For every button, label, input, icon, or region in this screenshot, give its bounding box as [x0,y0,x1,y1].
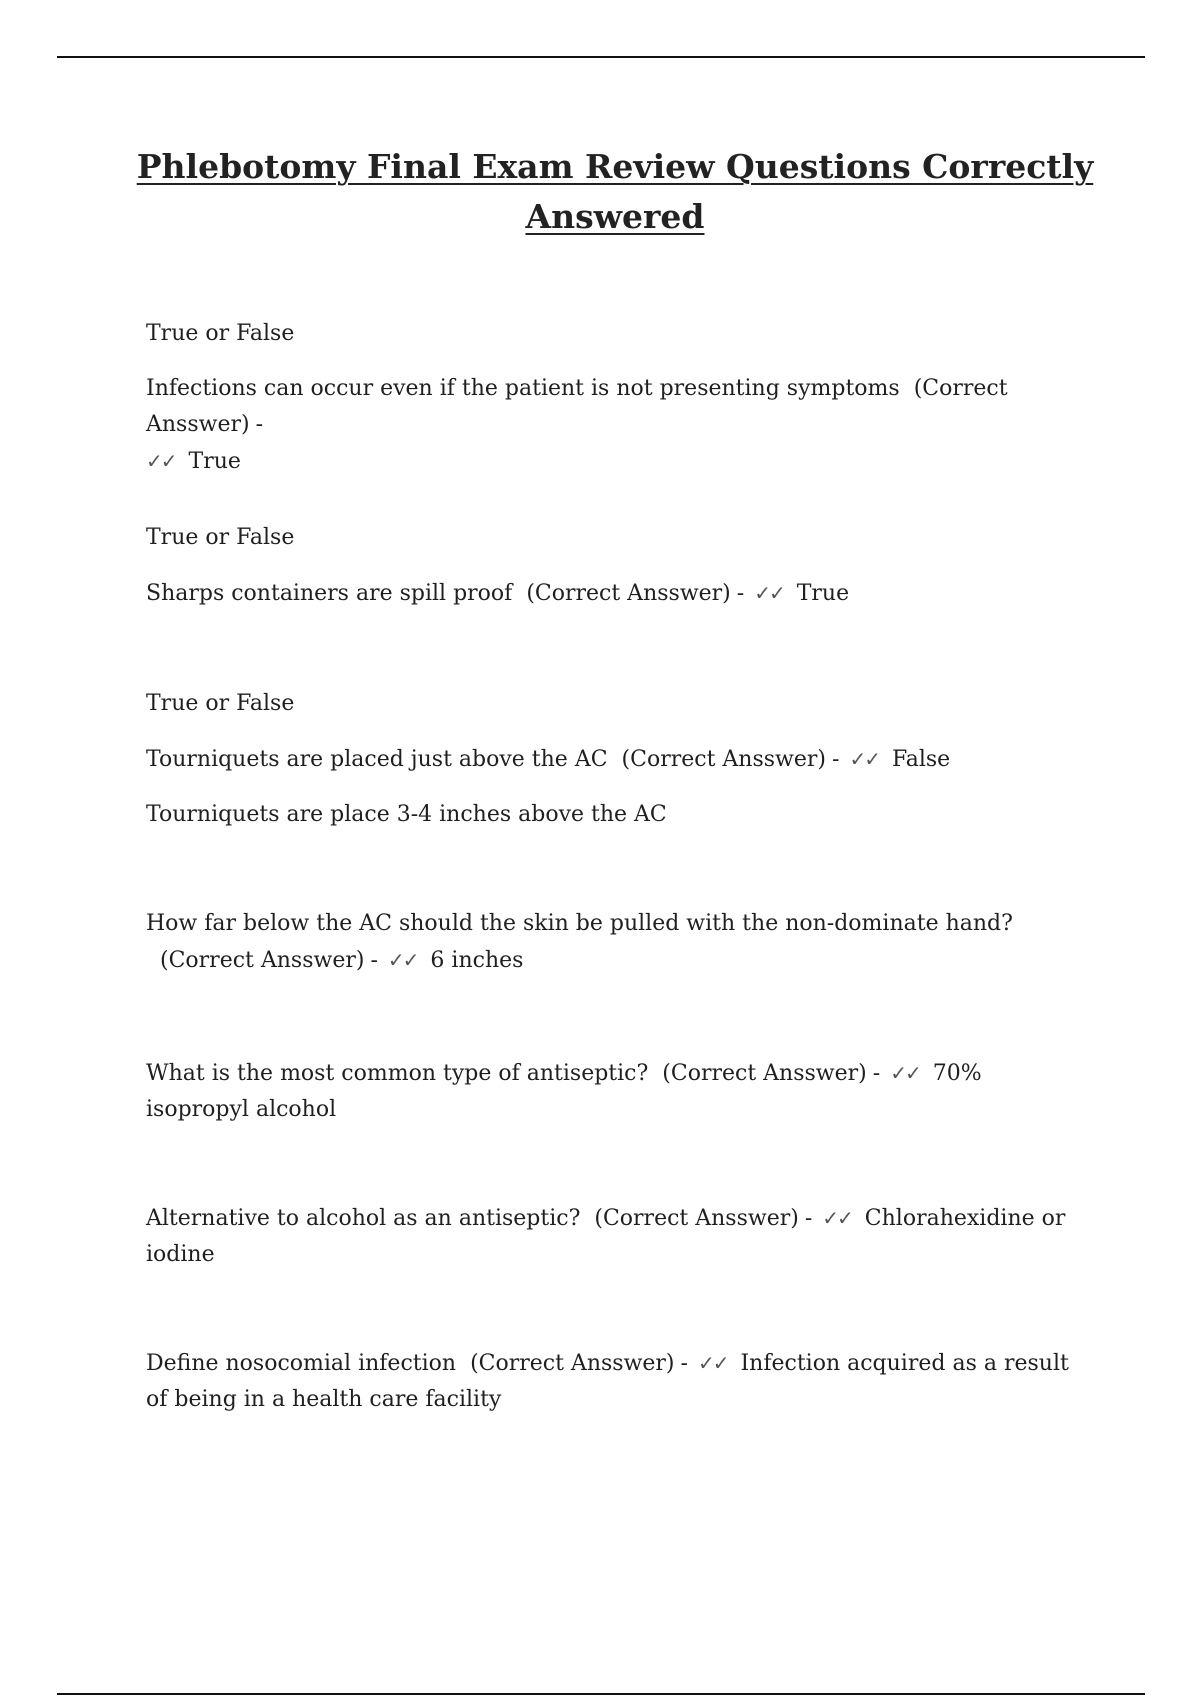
double-check-icon: ✓✓ [754,581,784,605]
answer-text: Infection acquired as a result of being in a health care facility [146,1351,1069,1412]
double-check-icon: ✓✓ [849,747,879,771]
question-prompt: True or False [146,691,295,716]
answer-note: Tourniquets are place 3-4 inches above the AC [146,802,667,827]
answer-text: False [891,747,951,772]
question-text: Alternative to alcohol as an antiseptic? [146,1206,581,1231]
qa-item-5 [146,1055,1086,1128]
question-text: Sharps containers are spill proof [146,581,513,606]
top-rule [57,56,1145,58]
double-check-icon: ✓✓ [387,948,418,972]
answer-text: True [188,449,241,474]
answer-text: 6 inches [430,948,524,973]
answer-text: Chlorahexidine or iodine [146,1206,1066,1267]
correct-answer-label: (Correct Ansswer) [662,1061,867,1086]
separator: - [736,581,745,606]
answer-text: 70% isopropyl alcohol [146,1061,982,1122]
separator: - [872,1061,881,1086]
qa-item-1 [146,316,1086,480]
separator: - [255,412,264,437]
question-line [146,1345,1086,1418]
correct-answer-label: (Correct Ansswer) [594,1206,799,1231]
double-check-icon: ✓✓ [697,1351,728,1375]
question-prompt: True or False [146,321,295,346]
qa-item-4 [146,906,1086,979]
page-title: Phlebotomy Final Exam Review Questions Correctly Answered [136,147,1094,236]
correct-answer-label: (Correct Ansswer) [146,376,1008,437]
question-text: How far below the AC should the skin be pulled with the non-dominate hand? [146,911,1013,936]
question-line [146,906,1086,979]
qa-item-7 [146,1345,1086,1418]
qa-item-3 [146,686,1086,833]
qa-item-2 [146,520,1086,612]
double-check-icon: ✓✓ [822,1206,852,1230]
question-line [146,741,1086,778]
double-check-icon: ✓✓ [146,449,176,473]
separator: - [680,1351,688,1376]
question-line [146,1200,1086,1273]
double-check-icon: ✓✓ [890,1061,920,1085]
question-text: Tourniquets are placed just above the AC [146,747,608,772]
correct-answer-label: (Correct Ansswer) [470,1351,675,1376]
separator: - [370,948,378,973]
question-text: What is the most common type of antiseptic? [146,1061,649,1086]
qa-item-6 [146,1200,1086,1273]
question-text: Define nosocomial infection [146,1351,457,1376]
correct-answer-label: (Correct Ansswer) [621,747,827,772]
separator: - [804,1206,813,1231]
bottom-rule [57,1693,1145,1695]
correct-answer-label: (Correct Ansswer) [160,948,365,973]
separator: - [832,747,840,772]
question-text: Infections can occur even if the patient is not presenting symptoms [146,376,900,401]
question-prompt: True or False [146,525,295,550]
correct-answer-label: (Correct Ansswer) [526,581,731,606]
question-line [146,575,1086,612]
question-line [146,1055,1086,1128]
question-line [146,371,1086,480]
answer-text: True [796,581,850,606]
